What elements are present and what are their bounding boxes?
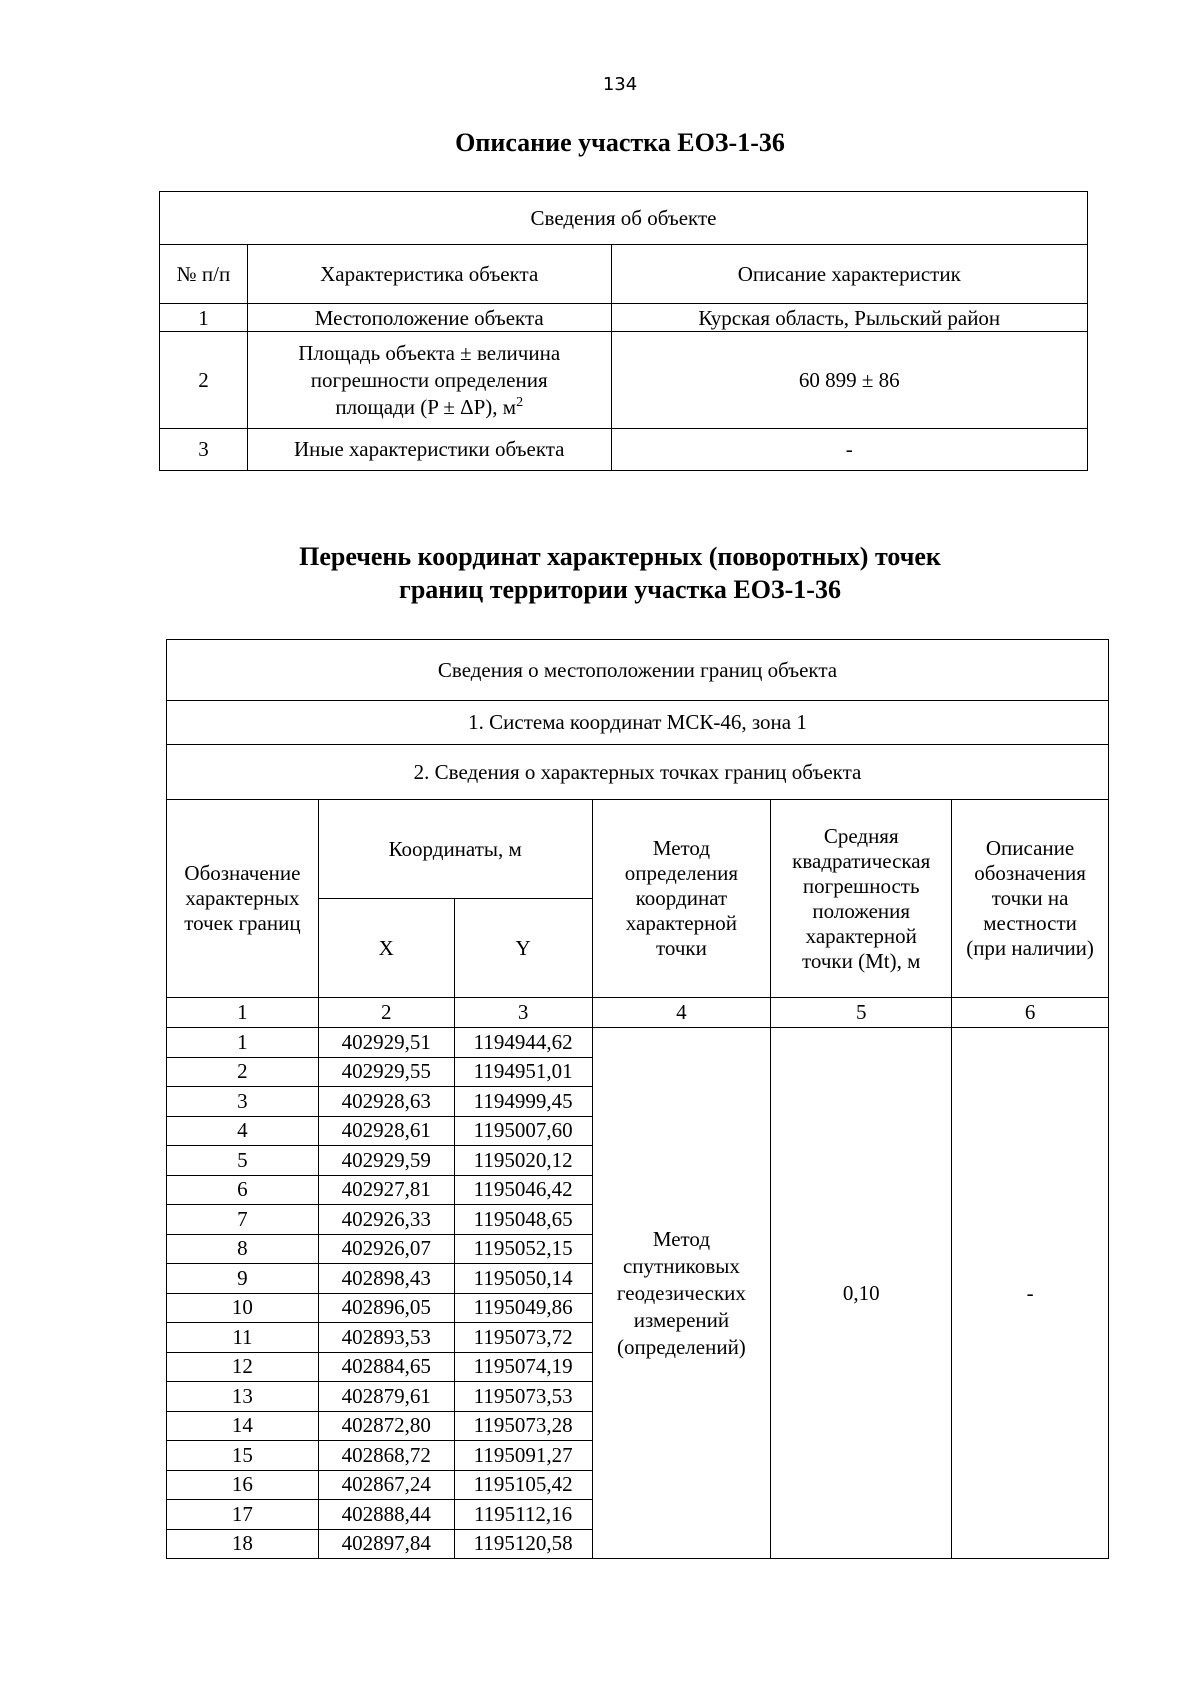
col-x: X [318, 899, 454, 998]
point-id: 3 [167, 1087, 319, 1117]
point-x: 402896,05 [318, 1293, 454, 1323]
coordinate-system: 1. Система координат МСК-46, зона 1 [167, 701, 1109, 745]
point-y: 1195052,15 [454, 1234, 592, 1264]
coordinates-title-line-1: Перечень координат характерных (поворотных) точек [299, 542, 941, 571]
area-line-1: Площадь объекта ± величина [298, 340, 561, 365]
table-row [167, 1028, 1109, 1058]
point-y: 1194999,45 [454, 1087, 592, 1117]
point-id: 10 [167, 1293, 319, 1323]
point-x: 402929,55 [318, 1057, 454, 1087]
point-x: 402897,84 [318, 1529, 454, 1559]
col-number: 1 [167, 998, 319, 1028]
point-x: 402872,80 [318, 1411, 454, 1441]
point-y: 1195073,53 [454, 1382, 592, 1412]
point-y: 1195048,65 [454, 1205, 592, 1235]
point-y: 1195073,72 [454, 1323, 592, 1353]
row-num: 2 [160, 332, 248, 429]
point-id: 8 [167, 1234, 319, 1264]
point-x: 402868,72 [318, 1441, 454, 1471]
point-y: 1195120,58 [454, 1529, 592, 1559]
row-value: 60 899 ± 86 [611, 332, 1087, 429]
points-body [167, 1028, 1109, 1559]
col-y: Y [454, 899, 592, 998]
col-coordinates: Координаты, м [318, 800, 592, 899]
coordinates-title-line-2: границ территории участка ЕОЗ-1-36 [399, 575, 841, 604]
object-info-caption: Сведения об объекте [160, 192, 1088, 245]
point-x: 402929,51 [318, 1028, 454, 1058]
row-characteristic: Местоположение объекта [247, 304, 611, 332]
method-value: Метод спутниковых геодезических измерений (определений) [592, 1028, 771, 1559]
coordinates-table [166, 639, 1109, 1559]
area-unit-superscript: 2 [516, 394, 524, 410]
point-id: 15 [167, 1441, 319, 1471]
header-characteristic: Характеристика объекта [247, 245, 611, 304]
point-y: 1195007,60 [454, 1116, 592, 1146]
col-method: Метод определения координат характерной точки [592, 800, 771, 998]
col-number: 2 [318, 998, 454, 1028]
point-x: 402893,53 [318, 1323, 454, 1353]
point-id: 17 [167, 1500, 319, 1530]
point-y: 1195112,16 [454, 1500, 592, 1530]
col-number: 6 [952, 998, 1109, 1028]
point-x: 402867,24 [318, 1470, 454, 1500]
area-line-2: погрешности определения [310, 367, 548, 392]
point-y: 1195091,27 [454, 1441, 592, 1471]
point-x: 402929,59 [318, 1146, 454, 1176]
row-value: Курская область, Рыльский район [611, 304, 1087, 332]
point-y: 1195050,14 [454, 1264, 592, 1294]
point-x: 402927,81 [318, 1175, 454, 1205]
point-id: 18 [167, 1529, 319, 1559]
col-description: Описание обозначения точки на местности (при наличии) [952, 800, 1109, 998]
col-error: Средняя квадратическая погрешность положения характерной точки (Mt), м [771, 800, 952, 998]
point-x: 402928,61 [318, 1116, 454, 1146]
object-info-table [159, 191, 1088, 471]
point-id: 14 [167, 1411, 319, 1441]
header-num: № п/п [160, 245, 248, 304]
point-y: 1195046,42 [454, 1175, 592, 1205]
point-id: 7 [167, 1205, 319, 1235]
point-id: 6 [167, 1175, 319, 1205]
col-number: 3 [454, 998, 592, 1028]
header-description: Описание характеристик [611, 245, 1087, 304]
points-header: 2. Сведения о характерных точках границ объекта [167, 745, 1109, 800]
row-characteristic [247, 332, 611, 429]
object-description-title: Описание участка ЕОЗ-1-36 [455, 128, 785, 157]
point-id: 12 [167, 1352, 319, 1382]
point-x: 402926,33 [318, 1205, 454, 1235]
point-id: 11 [167, 1323, 319, 1353]
point-x: 402884,65 [318, 1352, 454, 1382]
row-characteristic: Иные характеристики объекта [247, 429, 611, 471]
point-y: 1195020,12 [454, 1146, 592, 1176]
point-y: 1195074,19 [454, 1352, 592, 1382]
row-value: - [611, 429, 1087, 471]
point-id: 2 [167, 1057, 319, 1087]
row-num: 1 [160, 304, 248, 332]
col-number: 5 [771, 998, 952, 1028]
point-y: 1195073,28 [454, 1411, 592, 1441]
error-value: 0,10 [771, 1028, 952, 1559]
description-value: - [952, 1028, 1109, 1559]
area-line-3: площади (P ± ΔP), $м^2$ [335, 394, 524, 419]
point-y: 1195105,42 [454, 1470, 592, 1500]
point-id: 4 [167, 1116, 319, 1146]
point-id: 5 [167, 1146, 319, 1176]
page-number: 134 [602, 74, 638, 95]
row-num: 3 [160, 429, 248, 471]
point-id: 13 [167, 1382, 319, 1412]
point-id: 9 [167, 1264, 319, 1294]
point-x: 402898,43 [318, 1264, 454, 1294]
point-y: 1194944,62 [454, 1028, 592, 1058]
point-x: 402888,44 [318, 1500, 454, 1530]
coordinates-list-title [0, 540, 1200, 606]
point-y: 1194951,01 [454, 1057, 592, 1087]
point-x: 402926,07 [318, 1234, 454, 1264]
col-designation: Обозначение характерных точек границ [167, 800, 319, 998]
col-number: 4 [592, 998, 771, 1028]
point-y: 1195049,86 [454, 1293, 592, 1323]
point-id: 16 [167, 1470, 319, 1500]
point-x: 402879,61 [318, 1382, 454, 1412]
point-x: 402928,63 [318, 1087, 454, 1117]
location-caption: Сведения о местоположении границ объекта [167, 640, 1109, 701]
point-id: 1 [167, 1028, 319, 1058]
